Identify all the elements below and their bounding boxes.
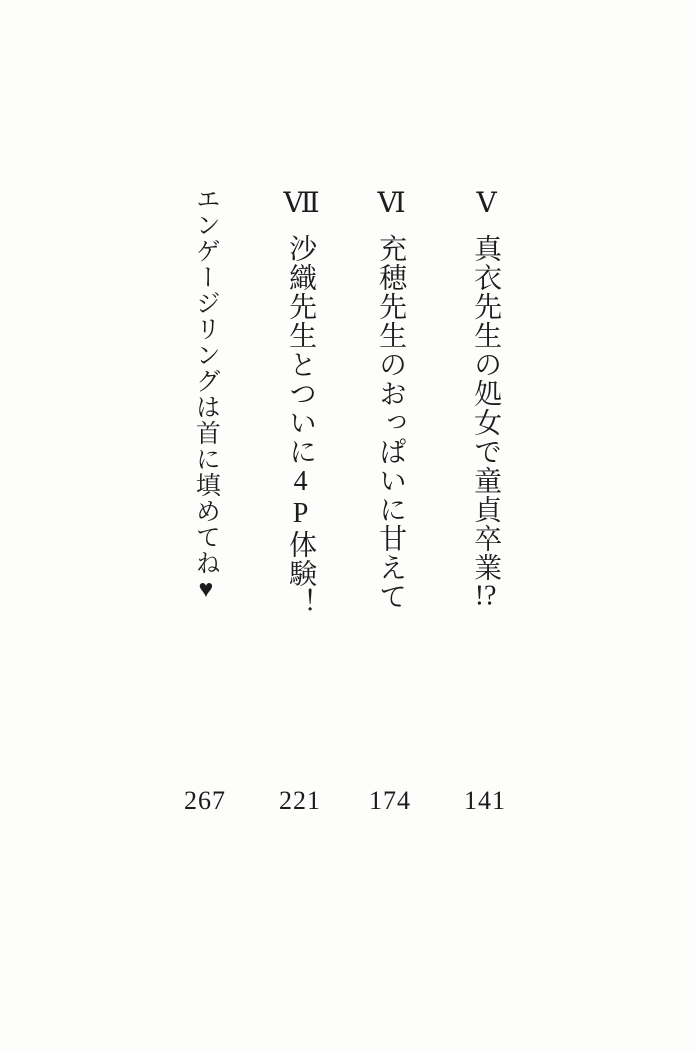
page-number: 174 [369,786,411,815]
toc-entry-chapter-6 [352,186,428,814]
chapter-title-text: 充穂先生のおっぱいに甘えて [375,234,407,611]
chapter-title-column [469,186,501,610]
chapter-title-text: 真衣先生の処女で童貞卒業 [470,234,502,582]
chapter-title-latin: 4P [285,466,317,530]
page-number: 221 [279,786,321,815]
chapter-title-column [191,186,220,604]
page-number: 141 [464,786,506,815]
chapter-title-text: エンゲージリングは首に填めてね [192,186,220,576]
toc-entry-chapter-5 [447,186,523,814]
chapter-title-text: 沙織先生とついに [285,234,317,466]
toc-entry-epilogue [167,186,243,814]
chapter-numeral: Ⅶ [285,186,317,220]
chapter-title-column [374,186,406,611]
toc-entry-chapter-7 [262,186,338,814]
chapter-numeral: Ⅵ [375,186,407,220]
chapter-title-column [284,186,316,617]
chapter-title-suffix: !? [474,582,497,610]
heart-icon: ♥ [192,576,220,604]
chapter-title-suffix: ！ [285,588,317,617]
page-number: 267 [184,786,226,815]
chapter-numeral: Ⅴ [470,186,502,220]
chapter-title-text-post: 体験 [285,530,317,588]
